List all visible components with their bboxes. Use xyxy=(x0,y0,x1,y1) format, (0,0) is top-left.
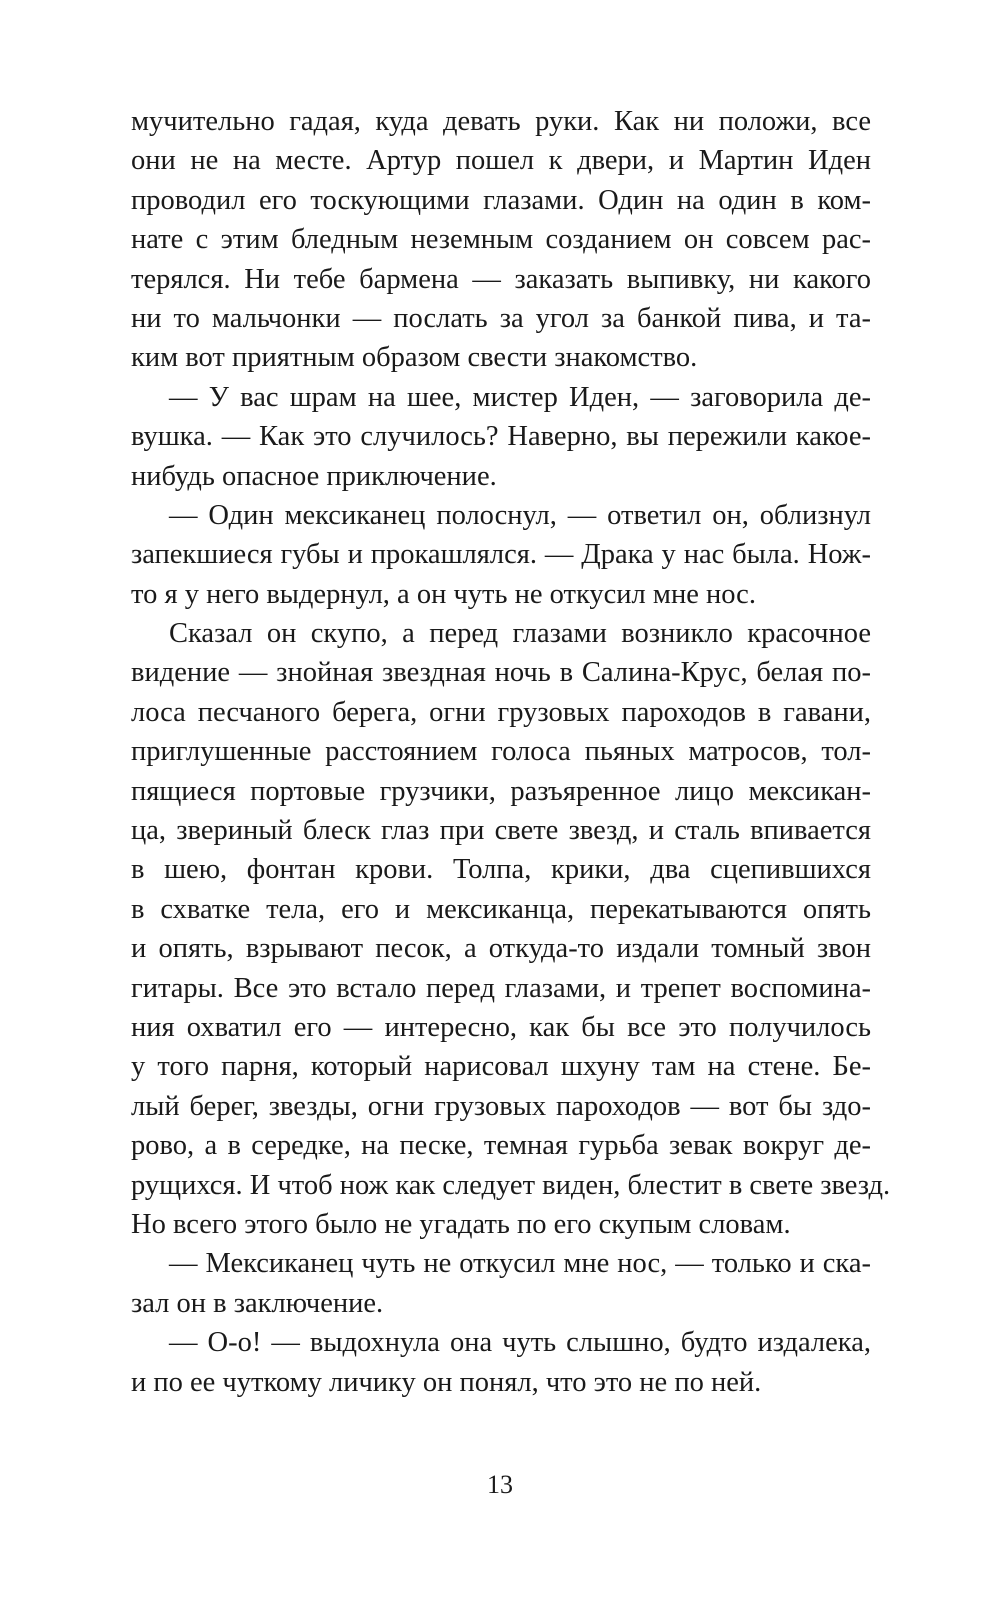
text-line: ни то мальчонки — послать за угол за банкой пива, и та- xyxy=(131,302,871,334)
body-text xyxy=(131,102,891,1402)
text-line: нате с этим бледным неземным созданием он совсем рас- xyxy=(131,224,871,256)
text-line: Сказал он скупо, а перед глазами возникло красочное xyxy=(169,618,871,650)
page-number: 13 xyxy=(487,1470,513,1499)
text-line: то я у него выдернул, а он чуть не откусил мне нос. xyxy=(131,578,756,610)
text-line: пящиеся портовые грузчики, разъяренное лицо мексикан- xyxy=(131,775,871,807)
text-line: проводил его тоскующими глазами. Один на один в ком- xyxy=(131,184,871,216)
text-line: мучительно гадая, куда девать руки. Как ни положи, все xyxy=(131,106,871,137)
text-line: ким вот приятным образом свести знакомство. xyxy=(131,342,698,374)
text-line: в схватке тела, его и мексиканца, перекатываются опять xyxy=(131,893,871,925)
text-line: рущихся. И чтоб нож как следует виден, блестит в свете звезд. xyxy=(131,1169,891,1201)
text-line: гитары. Все это встало перед глазами, и трепет воспомина- xyxy=(131,972,871,1004)
text-line: ния охватил его — интересно, как бы все это получилось xyxy=(131,1011,871,1043)
text-line: приглушенные расстоянием голоса пьяных матросов, тол- xyxy=(131,736,871,768)
text-line: они не на месте. Артур пошел к двери, и Мартин Иден xyxy=(131,145,871,177)
text-line: вушка. — Как это случилось? Наверно, вы пережили какое- xyxy=(131,421,871,453)
text-line: и по ее чуткому личику он понял, что это не по ней. xyxy=(131,1366,762,1398)
text-line: видение — знойная звездная ночь в Салина-Крус, белая по- xyxy=(131,657,871,689)
text-line: нибудь опасное приключение. xyxy=(131,460,497,492)
text-line: лоса песчаного берега, огни грузовых пароходов в гавани, xyxy=(131,696,871,728)
text-line: — О-о! — выдохнула она чуть слышно, будто издалека, xyxy=(169,1327,871,1359)
text-line: Но всего этого было не угадать по его скупым словам. xyxy=(131,1208,791,1240)
text-line: — У вас шрам на шее, мистер Иден, — заговорила де- xyxy=(169,381,871,413)
text-line: рово, а в середке, на песке, темная гурьба зевак вокруг де- xyxy=(131,1130,871,1162)
text-line: запекшиеся губы и прокашлялся. — Драка у нас была. Нож- xyxy=(131,539,871,571)
text-line: — Мексиканец чуть не откусил мне нос, — только и ска- xyxy=(169,1248,871,1280)
text-line: в шею, фонтан крови. Толпа, крики, два сцепившихся xyxy=(131,854,871,886)
text-line: — Один мексиканец полоснул, — ответил он, облизнул xyxy=(169,499,871,531)
text-line: и опять, взрывают песок, а откуда-то издали томный звон xyxy=(131,933,871,965)
text-line: лый берег, звезды, огни грузовых пароходов — вот бы здо- xyxy=(131,1090,871,1122)
text-line: у того парня, который нарисовал шхуну там на стене. Бе- xyxy=(131,1051,871,1083)
text-line: зал он в заключение. xyxy=(131,1287,384,1319)
text-line: ца, звериный блеск глаз при свете звезд, и сталь впивается xyxy=(131,815,871,847)
text-line: терялся. Ни тебе бармена — заказать выпивку, ни какого xyxy=(131,263,871,295)
